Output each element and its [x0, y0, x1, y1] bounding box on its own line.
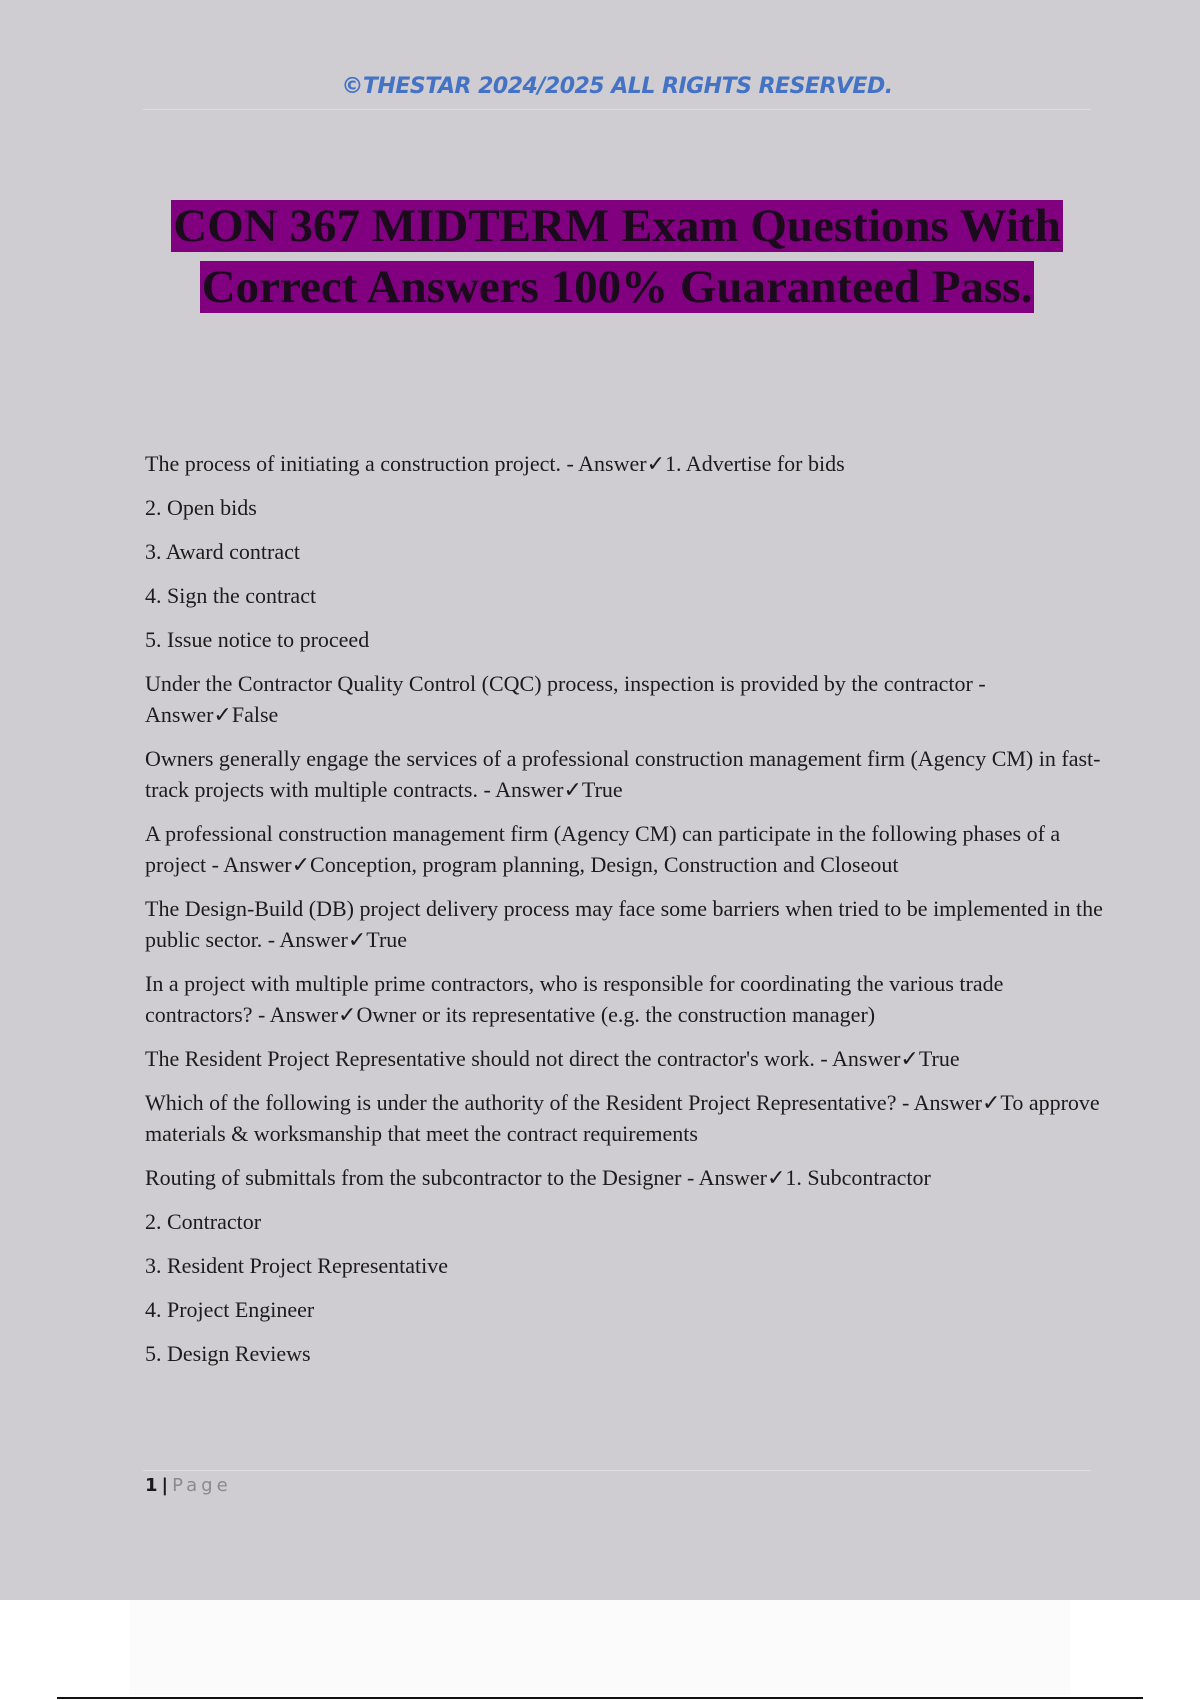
qa-paragraph: 5. Issue notice to proceed	[145, 627, 370, 652]
qa-paragraph: 5. Design Reviews	[145, 1341, 311, 1366]
copyright-header: ©THESTAR 2024/2025 ALL RIGHTS RESERVED.	[341, 74, 893, 99]
qa-paragraph: A professional construction management firm (Agency CM) can participate in the following phases of a project - Answer✓Conception, program planning, Design, Construction and Closeout	[145, 821, 1061, 877]
qa-paragraph: The process of initiating a construction project. - Answer✓1. Advertise for bids	[145, 451, 845, 476]
qa-paragraph: 4. Project Engineer	[145, 1297, 315, 1322]
qa-paragraph: The Resident Project Representative should not direct the contractor's work. - Answer✓True	[145, 1046, 960, 1071]
title-line-1: CON 367 MIDTERM Exam Questions With	[173, 200, 1061, 252]
footer-divider	[143, 1470, 1091, 1471]
qa-paragraph: Under the Contractor Quality Control (CQC) process, inspection is provided by the contractor - Answer✓False	[145, 671, 986, 727]
page-separator: |	[161, 1475, 169, 1496]
qa-paragraph: Which of the following is under the authority of the Resident Project Representative? - Answer✓To approve materials & worksmanship that meet the contract requirements	[145, 1090, 1100, 1146]
qa-paragraph: 3. Award contract	[145, 539, 300, 564]
qa-paragraph: 2. Open bids	[145, 495, 257, 520]
qa-paragraph: 4. Sign the contract	[145, 583, 317, 608]
bottom-border-line	[57, 1697, 1143, 1699]
page-number: 1	[145, 1475, 158, 1496]
next-page-preview	[130, 1600, 1070, 1695]
page-label: Page	[172, 1475, 232, 1496]
qa-paragraph: 3. Resident Project Representative	[145, 1253, 449, 1278]
qa-paragraph: Owners generally engage the services of a professional construction management firm (Agency CM) in fast-track projects with multiple contracts. - Answer✓True	[145, 746, 1101, 802]
page-footer	[145, 1475, 232, 1496]
qa-paragraph: Routing of submittals from the subcontractor to the Designer - Answer✓1. Subcontractor	[145, 1165, 931, 1190]
qa-paragraph: The Design-Build (DB) project delivery process may face some barriers when tried to be implemented in the public sector. - Answer✓True	[145, 896, 1103, 952]
title-line-2: Correct Answers 100% Guaranteed Pass.	[201, 261, 1033, 313]
document-title	[143, 196, 1091, 318]
qa-paragraph: 2. Contractor	[145, 1209, 262, 1234]
qa-paragraph: In a project with multiple prime contractors, who is responsible for coordinating the various trade contractors? - Answer✓Owner or its representative (e.g. the construction manager)	[145, 971, 1004, 1027]
header-divider	[143, 109, 1091, 110]
qa-content	[145, 448, 1105, 1382]
